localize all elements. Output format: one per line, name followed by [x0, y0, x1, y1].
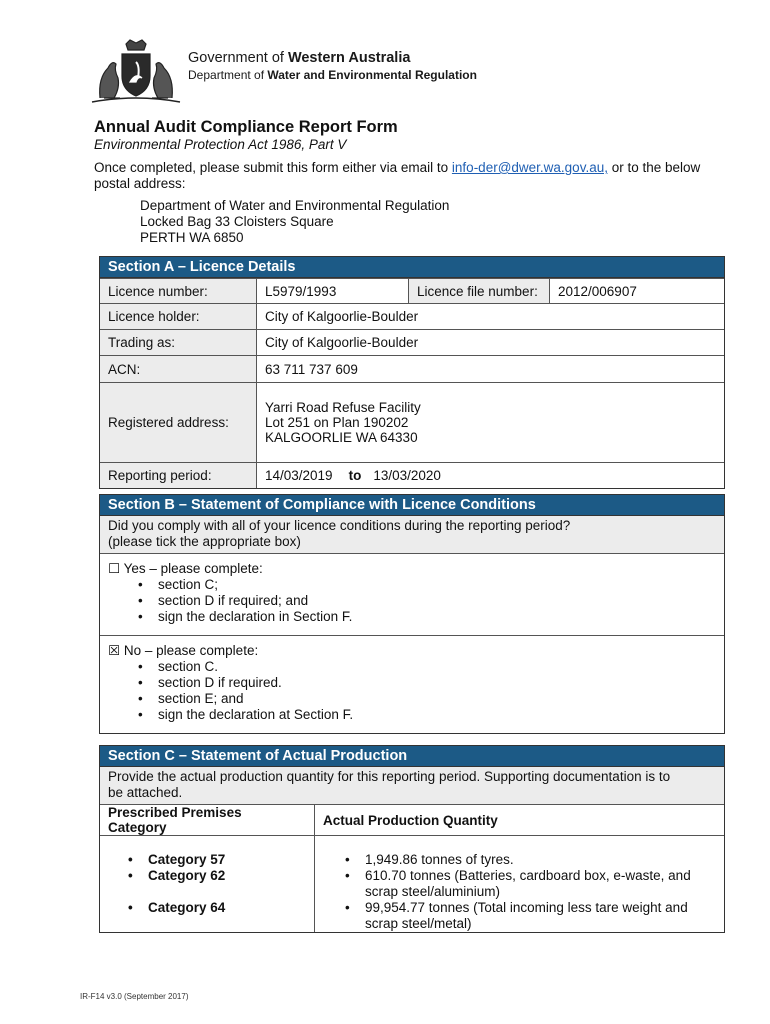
no-option: [100, 635, 724, 733]
email-link[interactable]: info-der@dwer.wa.gov.au,: [451, 160, 608, 175]
acn-row: [100, 355, 724, 382]
section-a-heading: Section A – Licence Details: [100, 257, 724, 278]
reporting-period-label: Reporting period:: [100, 463, 256, 488]
address-line: Department of Water and Environmental Regulation: [140, 198, 450, 213]
licence-number-field[interactable]: L5979/1993: [256, 279, 408, 303]
list-item: • sign the declaration at Section F.: [138, 707, 716, 723]
postal-address: [140, 198, 449, 246]
yes-label: Yes – please complete:: [123, 561, 263, 576]
licence-holder-row: [100, 303, 724, 329]
production-table-header: [100, 805, 724, 835]
section-c-production: [99, 745, 725, 933]
yes-option: [100, 554, 724, 635]
quantity-cell: [314, 836, 724, 932]
form-title: Annual Audit Compliance Report Form: [94, 118, 398, 136]
category-item: • Category 62: [128, 868, 225, 884]
list-item: • sign the declaration in Section F.: [138, 609, 716, 625]
registered-address-row: [100, 382, 724, 462]
section-b-heading: Section B – Statement of Compliance with Licence Conditions: [100, 495, 724, 516]
quantity-item: • 99,954.77 tonnes (Total incoming less tare weight and scrap steel/metal): [345, 900, 691, 932]
production-table-body: [100, 835, 724, 932]
no-label: No – please complete:: [123, 643, 259, 658]
registered-address-field[interactable]: Yarri Road Refuse Facility Lot 251 on Plan 190202 KALGOORLIE WA 64330: [256, 383, 724, 462]
licence-holder-label: Licence holder:: [100, 304, 256, 329]
quantity-item: • 1,949.86 tonnes of tyres.: [345, 852, 691, 868]
section-a-licence-details: [99, 256, 725, 489]
no-checkbox[interactable]: ☒: [108, 643, 121, 658]
reporting-period-row: [100, 462, 724, 488]
yes-checkbox[interactable]: ☐: [108, 561, 121, 576]
form-version-footer: IR-F14 v3.0 (September 2017): [80, 992, 189, 1001]
acn-label: ACN:: [100, 356, 256, 382]
list-item: • section D if required.: [138, 675, 716, 691]
reporting-period-field[interactable]: 14/03/2019 to 13/03/2020: [256, 463, 724, 488]
section-c-heading: Section C – Statement of Actual Production: [100, 746, 724, 767]
trading-as-row: [100, 329, 724, 355]
production-description: Provide the actual production quantity for this reporting period. Supporting documentation is to be attached.: [100, 767, 724, 805]
form-subtitle: Environmental Protection Act 1986, Part V: [94, 137, 347, 152]
category-cell: [100, 836, 314, 932]
trading-as-field[interactable]: City of Kalgoorlie-Boulder: [256, 330, 724, 355]
licence-file-number-label: Licence file number:: [408, 279, 549, 303]
registered-address-label: Registered address:: [100, 383, 256, 462]
compliance-question: Did you comply with all of your licence conditions during the reporting period? (please tick the appropriate box): [100, 516, 724, 554]
list-item: • section C;: [138, 577, 716, 593]
list-item: • section C.: [138, 659, 716, 675]
quantity-item: • 610.70 tonnes (Batteries, cardboard box, e-waste, and scrap steel/aluminium): [345, 868, 691, 900]
list-item: • section D if required; and: [138, 593, 716, 609]
quantity-column-header: Actual Production Quantity: [314, 805, 724, 835]
section-b-compliance: [99, 494, 725, 734]
address-line: PERTH WA 6850: [140, 230, 244, 245]
licence-number-row: [100, 278, 724, 303]
address-line: Locked Bag 33 Cloisters Square: [140, 214, 334, 229]
licence-file-number-field[interactable]: 2012/006907: [549, 279, 724, 303]
category-item: • Category 57: [128, 852, 225, 868]
licence-holder-field[interactable]: City of Kalgoorlie-Boulder: [256, 304, 724, 329]
category-column-header: Prescribed Premises Category: [108, 805, 242, 835]
trading-as-label: Trading as:: [100, 330, 256, 355]
acn-field[interactable]: 63 711 737 609: [256, 356, 724, 382]
wa-coat-of-arms-logo: [90, 38, 182, 106]
category-item: • Category 64: [128, 900, 225, 916]
submission-instructions: Once completed, please submit this form either via email to info-der@dwer.wa.gov.au, or to the below postal address:: [94, 160, 701, 191]
government-name: Government of Western Australia: [188, 50, 411, 66]
department-name: Department of Water and Environmental Regulation: [188, 68, 477, 82]
licence-number-label: Licence number:: [100, 279, 256, 303]
list-item: • section E; and: [138, 691, 716, 707]
